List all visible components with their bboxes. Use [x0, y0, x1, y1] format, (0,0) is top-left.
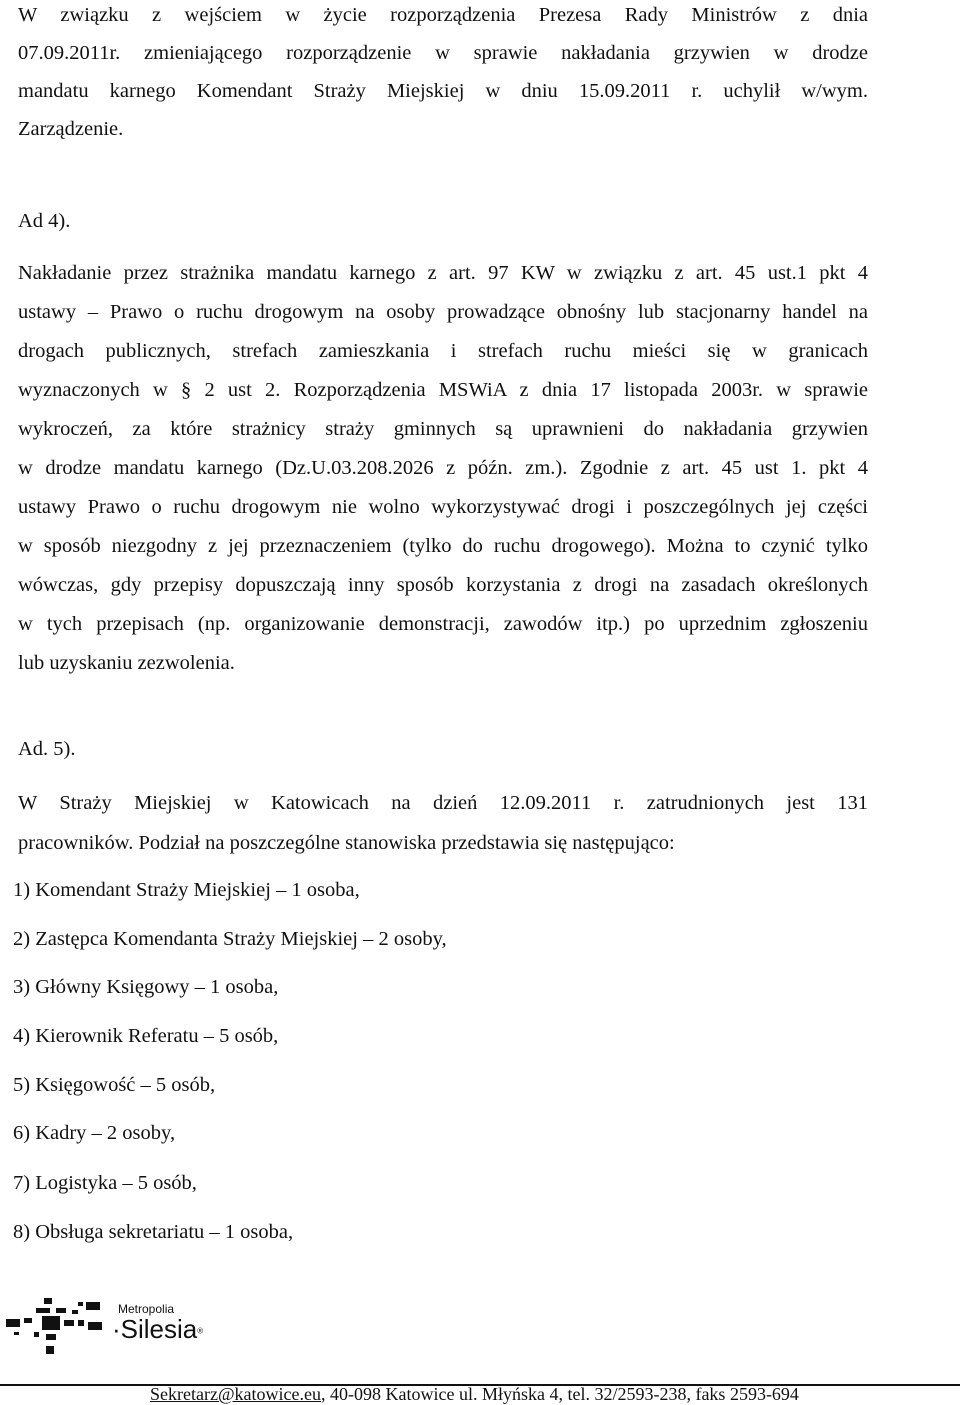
text-line: lub uzyskaniu zezwolenia. [18, 652, 235, 674]
text-line: w sposób niezgodny z jej przeznaczeniem (tylko do ruchu drogowego). Można to czynić tylko [18, 535, 868, 557]
text-line: drogach publicznych, strefach zamieszkania i strefach ruchu mieści się w granicach [18, 340, 868, 362]
list-item: 5) Księgowość – 5 osób, [13, 1074, 216, 1096]
text-line: W Straży Miejskiej w Katowicach na dzień 12.09.2011 r. zatrudnionych jest 131 [18, 792, 868, 814]
metropolia-silesia-logo [6, 1298, 266, 1358]
logo-big-text [112, 1314, 203, 1345]
registered-mark: ® [197, 1326, 204, 1336]
text-line: w drodze mandatu karnego (Dz.U.03.208.2026 z późn. zm.). Zgodnie z art. 45 ust 1. pkt 4 [18, 457, 868, 479]
footer-email-link[interactable]: Sekretarz@katowice.eu [150, 1384, 321, 1404]
ad4-heading: Ad 4). [18, 210, 71, 232]
text-line: Zarządzenie. [18, 118, 124, 140]
list-item: 6) Kadry – 2 osoby, [13, 1122, 176, 1144]
list-item: 1) Komendant Straży Miejskiej – 1 osoba, [13, 879, 360, 901]
text-line: pracowników. Podział na poszczególne stanowiska przedstawia się następująco: [18, 832, 675, 854]
list-item: 3) Główny Księgowy – 1 osoba, [13, 976, 279, 998]
text-line: W związku z wejściem w życie rozporządzenia Prezesa Rady Ministrów z dnia [18, 4, 868, 26]
text-line: ustawy Prawo o ruchu drogowym nie wolno wykorzystywać drogi i poszczególnych jej części [18, 496, 868, 518]
text-line: wówczas, gdy przepisy dopuszczają inny sposób korzystania z drogi na zasadach określonych [18, 574, 868, 596]
text-line: wyznaczonych w § 2 ust 2. Rozporządzenia MSWiA z dnia 17 listopada 2003r. w sprawie [18, 379, 868, 401]
logo-small-text: Metropolia [118, 1302, 175, 1316]
list-item: 4) Kierownik Referatu – 5 osób, [13, 1025, 279, 1047]
list-item: 2) Zastępca Komendanta Straży Miejskiej – 2 osoby, [13, 928, 447, 950]
footer-contact [150, 1384, 799, 1405]
list-item: 7) Logistyka – 5 osób, [13, 1172, 197, 1194]
text-line: w tych przepisach (np. organizowanie demonstracji, zawodów itp.) po uprzednim zgłoszeniu [18, 613, 868, 635]
text-line: ustawy – Prawo o ruchu drogowym na osoby prowadzące obnośny lub stacjonarny handel na [18, 301, 868, 323]
text-line: wykroczeń, za które strażnicy straży gminnych są uprawnieni do nakładania grzywien [18, 418, 868, 440]
text-line: Nakładanie przez strażnika mandatu karnego z art. 97 KW w związku z art. 45 ust.1 pkt 4 [18, 262, 868, 284]
text-line: mandatu karnego Komendant Straży Miejskiej w dniu 15.09.2011 r. uchylił w/wym. [18, 80, 868, 102]
footer-address: , 40-098 Katowice ul. Młyńska 4, tel. 32/2593-238, faks 2593-694 [321, 1384, 799, 1404]
logo-title: ·Silesia [112, 1314, 198, 1344]
list-item: 8) Obsługa sekretariatu – 1 osoba, [13, 1221, 294, 1243]
ad5-heading: Ad. 5). [18, 738, 76, 760]
text-line: 07.09.2011r. zmieniającego rozporządzenie w sprawie nakładania grzywien w drodze [18, 42, 868, 64]
